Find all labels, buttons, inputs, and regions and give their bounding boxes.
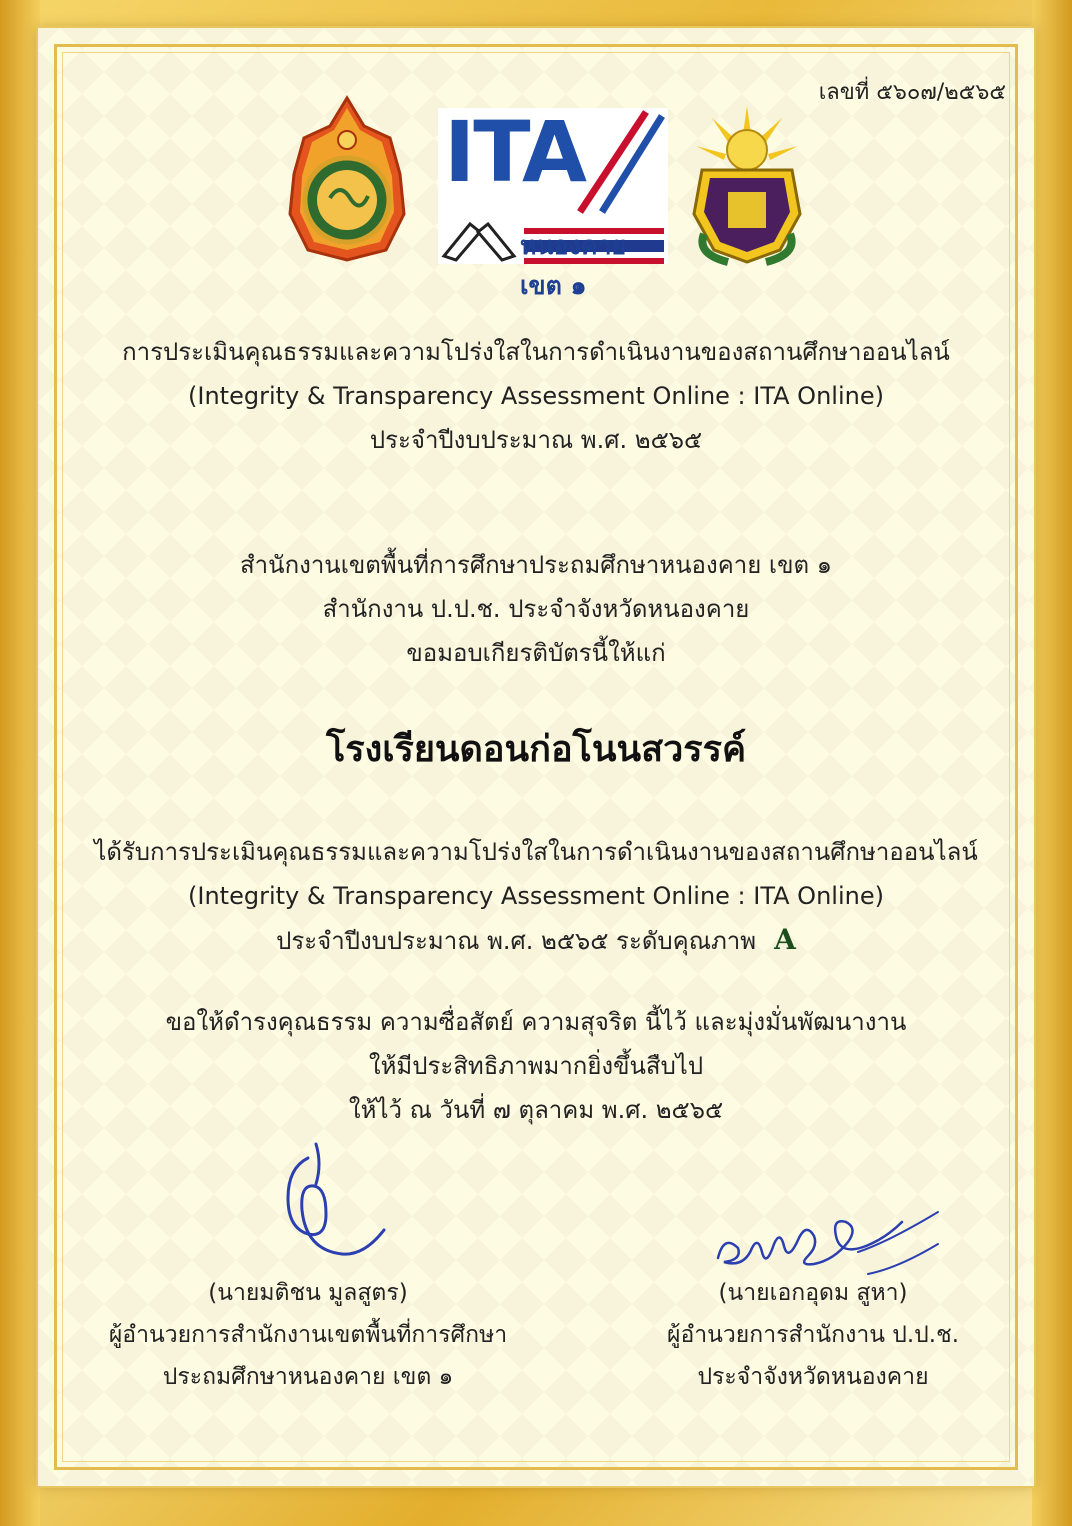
obec-emblem-icon — [282, 94, 412, 262]
recipient-name: โรงเรียนดอนก่อโนนสวรรค์ — [325, 729, 747, 770]
result-line-3 — [38, 918, 1034, 963]
certificate-heading — [38, 330, 1034, 462]
issuer-line-2: สำนักงาน ป.ป.ช. ประจำจังหวัดหนองคาย — [322, 595, 750, 623]
heading-line-3: ประจำปีงบประมาณ พ.ศ. ๒๕๖๕ — [369, 426, 703, 454]
ita-logo-text: ITA — [444, 103, 586, 201]
quality-grade: A — [774, 923, 796, 956]
ita-logo — [438, 103, 668, 300]
heading-line-2: (Integrity & Transparency Assessment Online : ITA Online) — [188, 382, 884, 410]
frame-right-edge — [1032, 0, 1072, 1526]
certificate-number: เลขที่ ๕๖๐๗/๒๕๖๕ — [818, 80, 1006, 105]
signatory-right-title-1: ผู้อำนวยการสำนักงาน ป.ป.ช. — [666, 1322, 960, 1348]
signatory-left-title-1: ผู้อำนวยการสำนักงานเขตพื้นที่การศึกษา — [108, 1322, 508, 1348]
issue-date: ให้ไว้ ณ วันที่ ๗ ตุลาคม พ.ศ. ๒๕๖๕ — [348, 1096, 724, 1124]
issuer-line-3: ขอมอบเกียรติบัตรนี้ให้แก่ — [406, 639, 666, 667]
wish-line-2: ให้มีประสิทธิภาพมากยิ่งขึ้นสืบไป — [368, 1052, 704, 1080]
result-line-2: (Integrity & Transparency Assessment Online : ITA Online) — [188, 882, 884, 910]
signatory-right — [608, 1272, 1018, 1398]
result-line-1: ได้รับการประเมินคุณธรรมและความโปร่งใสในการดำเนินงานของสถานศึกษาออนไลน์ — [94, 838, 978, 866]
frame-left-edge — [0, 0, 40, 1526]
certificate-wish — [38, 1000, 1034, 1132]
nacc-emblem-icon — [682, 104, 812, 270]
result-line-3-prefix: ประจำปีงบประมาณ พ.ศ. ๒๕๖๕ ระดับคุณภาพ — [276, 927, 757, 955]
ita-logo-district: หนองคาย เขต ๑ — [520, 231, 627, 300]
signatory-left — [98, 1272, 518, 1398]
assessment-result — [38, 830, 1034, 963]
certificate-paper — [38, 28, 1034, 1486]
certificate-issuer — [38, 543, 1034, 675]
signatory-left-title-2: ประถมศึกษาหนองคาย เขต ๑ — [162, 1364, 454, 1390]
wish-line-1: ขอให้ดำรงคุณธรรม ความซื่อสัตย์ ความสุจริต นี้ไว้ และมุ่งมั่นพัฒนางาน — [165, 1008, 907, 1036]
signatory-left-name: (นายมติชน มูลสูตร) — [208, 1280, 408, 1306]
signatory-right-name: (นายเอกอุดม สูหา) — [718, 1280, 908, 1306]
clasped-hands-icon — [440, 216, 518, 262]
signature-left — [258, 1138, 398, 1278]
heading-line-1: การประเมินคุณธรรมและความโปร่งใสในการดำเนินงานของสถานศึกษาออนไลน์ — [122, 338, 950, 366]
signatory-right-title-2: ประจำจังหวัดหนองคาย — [697, 1364, 929, 1390]
issuer-line-1: สำนักงานเขตพื้นที่การศึกษาประถมศึกษาหนองคาย เขต ๑ — [240, 551, 832, 579]
